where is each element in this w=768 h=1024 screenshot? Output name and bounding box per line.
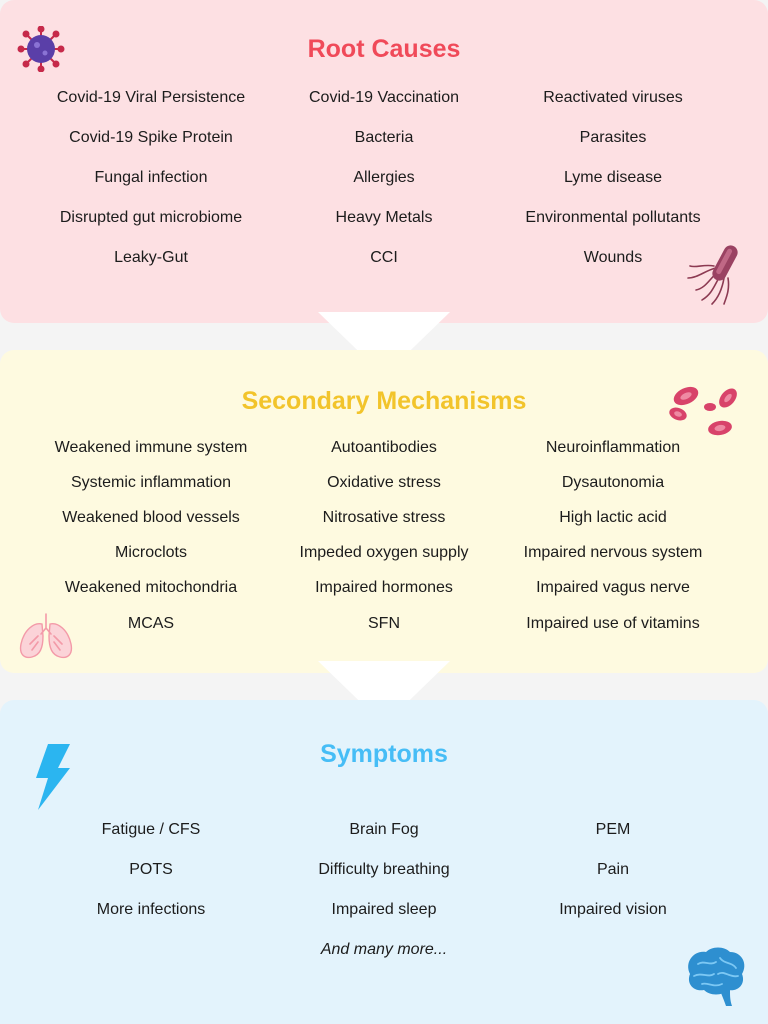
root-cause-item: Covid-19 Spike Protein (69, 129, 233, 146)
root-cause-item: Fungal infection (94, 169, 208, 186)
mechanism-item: Oxidative stress (327, 474, 441, 491)
mechanism-item: Systemic inflammation (70, 474, 232, 491)
symptom-item: Fatigue / CFS (101, 821, 201, 838)
secondary-mechanisms-title: Secondary Mechanisms (241, 387, 527, 415)
symptom-item: Impaired vision (559, 901, 667, 918)
root-cause-item: CCI (370, 249, 398, 266)
red-blood-cells-icon (666, 382, 744, 440)
mechanism-item: Weakened immune system (54, 439, 248, 456)
and-many-more-note: And many more... (320, 941, 448, 958)
root-cause-item: Parasites (579, 129, 647, 146)
mechanism-item: Weakened mitochondria (64, 579, 238, 596)
mechanism-item: Impeded oxygen supply (299, 544, 469, 561)
root-cause-item: Covid-19 Vaccination (308, 89, 459, 106)
mechanism-item: Microclots (114, 544, 187, 561)
symptom-item: Impaired sleep (331, 901, 437, 918)
mechanism-item: High lactic acid (559, 509, 667, 526)
secondary-mechanisms-panel (0, 350, 768, 673)
symptom-item: More infections (96, 901, 206, 918)
mechanism-item: Dysautonomia (561, 474, 665, 491)
root-cause-item: Heavy Metals (335, 209, 433, 226)
mechanism-item: Impaired nervous system (523, 544, 703, 561)
mechanism-item: Neuroinflammation (545, 439, 681, 456)
mechanism-item: MCAS (127, 615, 175, 632)
mechanism-item: Impaired use of vitamins (526, 615, 700, 632)
symptom-item: Brain Fog (349, 821, 419, 838)
root-cause-item: Environmental pollutants (525, 209, 701, 226)
mechanism-item: Weakened blood vessels (62, 509, 240, 526)
root-cause-item: Wounds (583, 249, 643, 266)
root-cause-item: Bacteria (354, 129, 414, 146)
root-cause-item: Covid-19 Viral Persistence (56, 89, 246, 106)
root-cause-item: Disrupted gut microbiome (59, 209, 243, 226)
root-cause-item: Reactivated viruses (543, 89, 683, 106)
root-cause-item: Allergies (353, 169, 415, 186)
mechanism-item: Nitrosative stress (322, 509, 446, 526)
mechanism-item: SFN (368, 615, 400, 632)
symptoms-panel (0, 700, 768, 1024)
root-cause-item: Leaky-Gut (114, 249, 188, 266)
bacterium-icon (684, 238, 748, 306)
symptom-item: Pain (596, 861, 630, 878)
symptom-item: POTS (129, 861, 173, 878)
root-causes-title: Root Causes (307, 35, 461, 63)
symptom-item: PEM (595, 821, 631, 838)
brain-icon (680, 944, 750, 1008)
symptom-item: Difficulty breathing (318, 861, 450, 878)
mechanism-item: Autoantibodies (331, 439, 437, 456)
root-cause-item: Lyme disease (563, 169, 663, 186)
mechanism-item: Impaired hormones (315, 579, 453, 596)
mechanism-item: Impaired vagus nerve (536, 579, 690, 596)
root-causes-panel (0, 0, 768, 323)
symptoms-title: Symptoms (320, 740, 448, 768)
lungs-icon (16, 612, 76, 662)
